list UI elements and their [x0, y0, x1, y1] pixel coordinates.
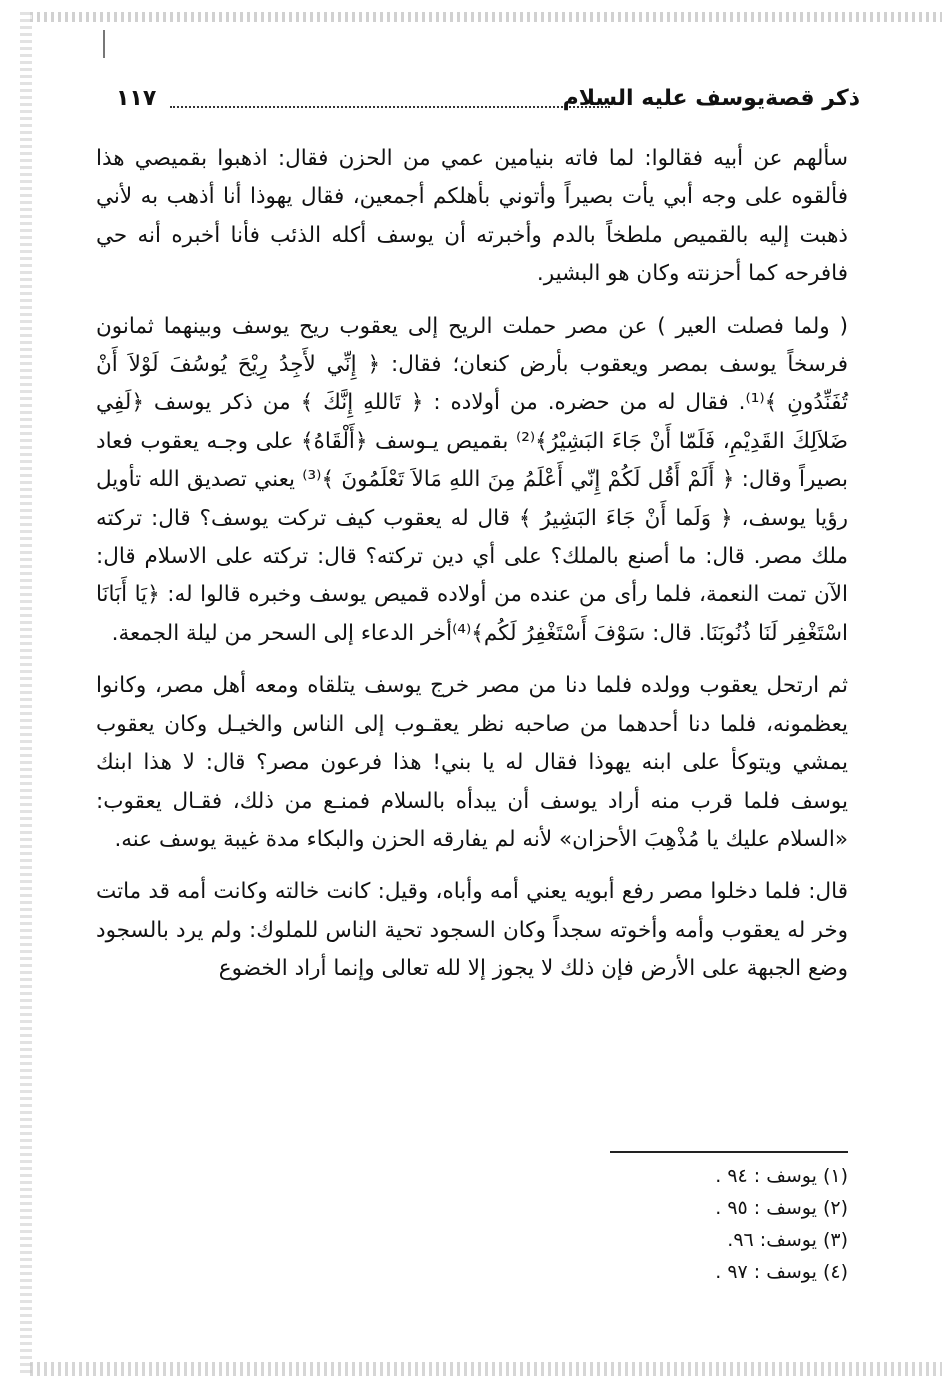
footnote: (٣) يوسف: ٩٦. [727, 1229, 848, 1251]
paragraph: سألهم عن أبيه فقالوا: لما فاته بنيامين عمي من الحزن فقال: اذهبوا بقميصي هذا فألقوه على وجه أبي يأت بصيراً وأتوني بأهلكم أجمعين، فقال يهوذا أنا أذهب به لأني ذهبت إليه بالقميص ملطخاً بالدم وأخبرته أن يوسف أكله الذئب فأنا أخبره أنه حي فافرحه كما أحزنته وكان هو البشير. [96, 146, 848, 287]
footnote: (٢) يوسف : ٩٥ . [715, 1197, 848, 1219]
page-number: ١١٧ [116, 86, 157, 111]
main-text [96, 140, 848, 989]
footnote: (٤) يوسف : ٩٧ . [715, 1261, 848, 1283]
paragraph: ( ولما فصلت العير ) عن مصر حملت الريح إلى يعقوب ريح يوسف وبينهما ثمانون فرسخاً يوسف بمصر ويعقوب بأرض كنعان؛ فقال: ﴿ إِنِّي لأَجِدُ رِيْحَ يُوسُفَ لَوْلاَ أَنْ تُفَنِّدُونِ ﴾⁽¹⁾. فقال له من حضره. من أولاده : ﴿ تَاللهِ إِنَّكَ ﴾ من ذكر يوسف ﴿لَفِي ضَلاَلِكَ القَدِيْمِ، فَلَمّا أَنْ جَاءَ البَشِيْرُ﴾⁽²⁾ بقميص يـوسف ﴿أَلْقَاهُ﴾ على وجـه يعقوب فعاد بصيراً وقال: ﴿ أَلَمْ أَقُل لَكُمْ إِنّي أَعْلَمُ مِنَ اللهِ مَالاَ تَعْلَمُونَ ﴾⁽³⁾ يعني تصديق الله تأويل رؤيا يوسف، ﴿ وَلَما أَنْ جَاءَ البَشِيرُ ﴾ قال له يعقوب كيف تركت يوسف؟ قال: تركته ملك مصر. قال: ما أصنع بالملك؟ على أي دين تركته؟ قال: تركته على الاسلام قال: الآن تمت النعمة، فلما رأى من عنده من أولاده قميص يوسف وخبره قالوا له: ﴿يَا أَبَانَا اسْتَغْفِر لَنَا ذُنُوبَنَا. قال: سَوْفَ أَسْتَغْفِرُ لَكُم﴾⁽⁴⁾أخر الدعاء إلى السحر من ليلة الجمعة. [96, 313, 849, 646]
page-header [100, 86, 860, 120]
paragraph: ثم ارتحل يعقوب وولده فلما دنا من مصر خرج يوسف يتلقاه ومعه أهل مصر، وكانوا يعظمونه، فلما دنا أحدهما من صاحبه نظر يعقـوب إلى الناس والخيـل وكان يعقوب يمشي ويتوكأ على ابنه يهوذا فقال له يا بني! هذا فرعون مصر؟ قال: لا هذا ابنك يوسف فلما قرب منه أراد يوسف أن يبدأه بالسلام فمنـع من ذلك، فقـال يعقوب: «السلام عليك يا مُذْهِبَ الأحزان» لأنه لم يفارقه الحزن والبكاء مدة غيبة يوسف عنه. [96, 673, 848, 852]
decorative-bottom-border [30, 1362, 942, 1376]
footnote: (١) يوسف : ٩٤ . [715, 1165, 848, 1187]
decorative-left-border [20, 12, 32, 1376]
running-title: ذكر قصةيوسف عليه السلام [562, 86, 860, 111]
binding-mark [103, 30, 105, 58]
paragraph: قال: فلما دخلوا مصر رفع أبويه يعني أمه وأباه، وقيل: كانت خالته وكانت أمه قد ماتت وخر له يعقوب وأمه وأخوته سجداً وكان السجود تحية الناس للملوك: ولم يرد بالسجود وضع الجبهة على الأرض فإن ذلك لا يجوز إلا لله تعالى وإنما أراد الخضوع [96, 879, 848, 982]
footnotes [428, 1160, 848, 1288]
decorative-top-border [30, 12, 942, 22]
footnote-separator [610, 1151, 848, 1153]
header-dotted-leader [170, 106, 610, 108]
